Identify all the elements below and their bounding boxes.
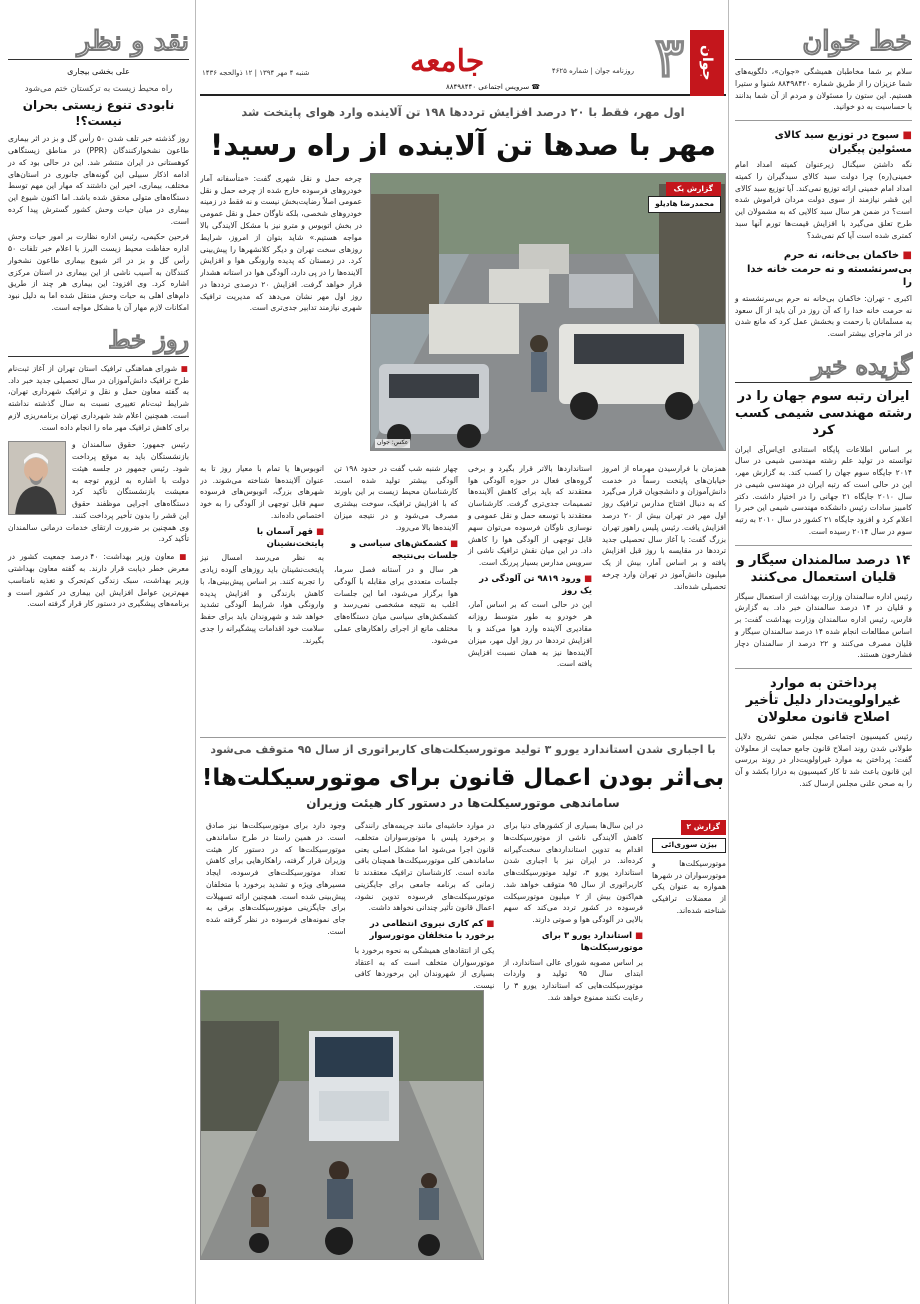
story2-supra: با اجباری شدن استاندارد یورو ۳ تولید موتورسیکلت‌های کاربراتوری از سال ۹۵ متوقف می‌شود: [210, 742, 716, 756]
page-number: ۳: [654, 25, 684, 89]
naqd-header: نقد و نظر: [77, 26, 189, 57]
lead-col2-text-b: این در حالی است که بر اساس آمار، هر خودرو به طور متوسط روزانه مقادیری آلاینده وارد هوا می‌کند و با افزایش ترددها در روز اول مهر، میزان آلاینده‌ها نیز به همان نسبت افزایش یافته است.: [468, 600, 592, 669]
story2-subtitle: ساماندهی موتورسیکلت‌ها در دستور کار هیئت وزیران: [306, 795, 620, 810]
story2: [200, 820, 726, 1260]
rooz-body-3: [8, 551, 189, 610]
news1-text: بر اساس اطلاعات پایگاه استنادی ای‌اس‌آی ایران توانسته در تولید علم رشته مهندسی شیمی در سال ۲۰۱۴ جایگاه سوم جهان را کسب کند. به گزارش مهر، این در حالی است که رتبه ایران در مهندسی شیمی در سال ۲۰۱۰ جایگاه ۲۱ جهانی را در اختیار داشت. دکتر کامبیز سادات رئیس دانشکده مهندسی شیمی این خبر را اعلام کرد و افزود جایگاه ۲۱ کشور در سال ۲۰۱۰ به رتبه سوم در سال ۲۰۱۴ رسیده است.: [735, 444, 913, 537]
author-tag: محمدرضا هادیلو: [648, 196, 721, 213]
rooz-header: روز خط: [108, 324, 189, 354]
news2-text: رئیس اداره سالمندان وزارت بهداشت از استعمال سیگار و قلیان در ۱۴ درصد سالمندان خبر داد. به گزارش فارس، رئیس اداره سالمندان وزارت بهداشت گفت: بر اساس مطالعات انجام شده ۱۴ درصد سالمندان سیگار و قلیان مصرف می‌کنند و ۲۲ درصد از سالمندان دچار فشارخون هستند.: [735, 591, 913, 660]
divider: [200, 737, 726, 738]
rooz-body-2: رئیس جمهور: حقوق سالمندان و بازنشستگان باید به موقع پرداخت شود. رئیس جمهور در جلسه هیئت دولت با اشاره به لزوم توجه به معیشت بازنشستگان تأکید کرد دستگاه‌های اجرایی موظفند حقوق این قشر را بدون تأخیر پرداخت کنند. وی همچنین بر ضرورت ارتقای خدمات درمانی سالمندان تأکید کرد.: [8, 440, 189, 544]
motorcycle-photo: [200, 990, 484, 1260]
column-body-1: روز گذشته خبر تلف شدن ۵۰ رأس گل و بز در اثر بیماری طاعون نشخوارکنندگان (PPR) در مناطق زیستگاهی کوهستانی در ایران منتشر شد. این در حالی بود که در ادامه اذکار سبیلی این گونه‌های جانوری در استان‌های مختلف، بیماری، اخیر این داشتند که مهار این مهم توسط دستگاه‌های متولی محقق شده باشد. اما اکنون شیوع این بیماری در میان حیات وحش کشور گسترش پیدا کرده است.: [8, 134, 189, 226]
lead-col2-subhead: ■ ورود ۹۸۱۹ تن آلودگی در یک روز: [468, 573, 592, 598]
photo-credit: عکس: جوان: [377, 439, 409, 447]
story2-col0-text: موتورسیکلت‌ها و موتورسواران در شهرها همواره به عنوان یکی از معضلات ترافیکی شناخته شده‌اند.: [652, 858, 726, 915]
story2-column-1: [503, 820, 643, 1260]
khatt-item-2-title: [735, 249, 912, 290]
khatt-intro: سلام بر شما مخاطبان همیشگی «جوان»، دلگویه‌های شما عزیزان را از طریق شماره ۸۸۴۹۸۴۲۰ شنوا و ستیرا هستیم. این ستون را مسئولان و مردم از آن شما بدانند با حساسیت به دو خوانید.: [735, 67, 912, 112]
lead-col3-text-b: هر سال و در آستانه فصل سرما، جلسات متعددی برای مقابله با آلودگی هوا برگزار می‌شود، اما این جلسات اغلب به نتیجه مشخصی نمی‌رسد و کشمکش‌های سیاسی میان دستگاه‌های مختلف مانع از اجرای راهکارهای عملی می‌شود.: [334, 565, 458, 645]
lead-column-a-text: چرخه حمل و نقل شهری گفت: «متأسفانه آمار خودروهای فرسوده خارج شده از چرخه حمل و نقل عمومی اصلاً رضایت‌بخش نیست و نه فقط در زمینه خودروهای شخصی، بلکه ناوگان حمل و نقل عمومی در بخش اتوبوس و مترو نیز با مشکل آلایندگی بالا مواجه هستیم.» شاید بتوان از امروز، شرایط روزهای سخت تهران و دیگر کلانشهرها را پیش‌بینی کرد. در زمستان که پدیده وارونگی هوا و افزایش آلاینده‌ها را در پی دارد، آلودگی هوا در استانه هشدار قرار خواهد گرفت. افزایش ۲۰ درصدی ترددها در روز اول مهر نشان می‌دهد که مدیریت ترافیک شهری نیازمند تدابیر جدی‌تری است.: [200, 173, 363, 313]
khatt-item-1-title-text: سبوح در توزیع سبد کالای مسئولین پیگیران: [774, 130, 912, 155]
lead-col2-text: استانداردها بالاتر قرار بگیرد و برخی گروه‌های فعال در حوزه آلودگی هوا معتقدند که باید برای کاهش آلاینده‌ها تصمیمات جدی‌تری گرفت. کارشناسان معتقدند با توسعه حمل و نقل عمومی و نوسازی ناوگان فرسوده می‌توان سهم قابل توجهی از آلودگی هوا را کاهش داد. در این میان نقش ترافیک ناشی از سرویس مدارس بسیار پررنگ است.: [468, 463, 592, 568]
section-rule: [8, 356, 189, 357]
section-name: جامعه: [410, 44, 485, 79]
khatt-item-2-title-text: خاکمان بی‌خانه، نه حرم بی‌سرنشسته و نه حرمت خانه خدا را: [746, 250, 912, 289]
lead-story: [200, 173, 726, 733]
story2-col2-text-b: یکی از انتقادهای همیشگی به نحوه برخورد با موتورسواران متخلف است که به اعتقاد بسیاری از شهروندان این برخوردها کافی نیست.: [354, 945, 495, 991]
column-title: نابودی تنوع زیستی بحران نیست؟!: [22, 97, 175, 129]
lead-column-1: [602, 463, 726, 713]
portrait-photo: [8, 441, 66, 515]
portrait-image: [8, 442, 65, 515]
divider: [735, 545, 912, 546]
paper-logo: جوان: [690, 30, 724, 96]
gozideh-header: گزیده خبر: [811, 350, 912, 380]
section-sub-text: سرویس اجتماعی ۸۸۴۹۸۴۴۰: [446, 83, 530, 91]
story2-col1-text: در این سال‌ها بسیاری از کشورهای دنیا برای کاهش آلایندگی ناشی از موتورسیکلت‌ها اقدام به تدوین استانداردهای سخت‌گیرانه کرده‌اند. در ایران نیز با اجباری شدن استاندارد یورو ۳، تولید موتورسیکلت‌های کاربراتوری از سال ۹۵ متوقف خواهد شد. هم‌اکنون بیش از ۲ میلیون موتورسیکلت فرسوده در کشور تردد می‌کند که سهم بالایی در آلودگی هوا و صوتی دارند.: [503, 821, 644, 925]
rooz-body-1-text: شورای هماهنگی ترافیک استان تهران از آغاز ثبت‌نام طرح ترافیک دانش‌آموزان در سال تحصیلی جدید خبر داد. به گفته معاون حمل و نقل و ترافیک شهرداری تهران، شرایط ثبت‌نام تغییری نسبت به سال گذشته نداشته است. همچنین اعلام شد شهرداری تهران برنامه‌ریزی لازم برای کاهش ترافیک مهر ماه را انجام داده است.: [8, 363, 189, 432]
lead-title: مهر با صدها تن آلاینده از راه رسید!: [210, 127, 716, 162]
khatt-item-1-text: نگه داشتن سیگنال زیرعنوان کمیته امداد امام خمینی(ره) چرا دولت سبد کالای سبدگیران را کمیته امداد امام خمینی ارائه توزیع نمی‌کند. آیا توزیع سبد کالای این قشر نیازمند از سوی دولت مردان فراموش شده است؟ در ضمن هر سال سبد کالایی که به مشمولان این طرح تعلق می‌گیرد با افزایش قیمت‌ها تورم آنها سبد کمتری شده است آیا کم نمی‌شد؟: [735, 160, 912, 240]
column-body-2: فرحین حکیمی، رئیس اداره نظارت بر امور حیات وحش اداره حفاظت محیط زیست البرز با اعلام خبر تلفات ۵۰ رأس گل و بز در اثر شیوع بیماری طاعون نشخوار کنندگان به آسیب ناشی از این بیماری در استان مرکزی اشاره کرد. وی افزود: این بیماری هر چند از طریق دام‌های اهلی به حیات وحش منتقل شده اما به دلیل نبود امکانات لازم مهار آن با مشکل مواجه است.: [8, 232, 189, 312]
traffic-photo: [370, 173, 726, 451]
report-tag: گزارش یک: [666, 182, 721, 197]
bullet-icon: ■: [902, 130, 912, 142]
story2-title: بی‌اثر بودن اعمال قانون برای موتورسیکلت‌ها!: [201, 764, 725, 791]
lead-supra: اول مهر، فقط با ۲۰ درصد افزایش ترددها ۱۹۸ تن آلاینده وارد هوای پایتخت شد: [241, 105, 685, 119]
bullet-icon: ■: [902, 250, 912, 262]
lead-columns: [200, 463, 726, 713]
divider: [735, 120, 912, 121]
rooz-item-with-photo: [8, 439, 189, 545]
lead-col4-text-b: به نظر می‌رسد امسال نیز پایتخت‌نشینان باید روزهای آلوده زیادی را تجربه کنند. بر اساس پیش‌بینی‌ها، با کاهش بارندگی و افزایش پدیده وارونگی هوا، شرایط آلودگی تشدید خواهد شد و شهروندان باید برای حفظ سلامت خود اقدامات پیشگیرانه را جدی بگیرند.: [200, 553, 324, 645]
lead-column-2: [468, 463, 592, 713]
masthead: [200, 0, 726, 96]
news3-text: رئیس کمیسیون اجتماعی مجلس ضمن تشریح دلایل طولانی شدن روند اصلاح قانون جامع حمایت از معلولان گفت: پرداختن به موارد غیراولویت‌دار در روند بررسی این قانون باعث شد تا کار کمیسیون به درازا بکشد و آن را به صحن علنی مجلس ارسال کند.: [735, 731, 912, 788]
lead-col3-text: چهار شنبه شب گفت در حدود ۱۹۸ تن آلودگی بیشتر تولید شده است. کارشناسان محیط زیست بر این باورند که با افزایش ترافیک، سوخت بیشتری مصرف می‌شود و در نتیجه میزان آلاینده‌ها بالا می‌رود.: [334, 463, 458, 532]
left-column: [0, 0, 196, 1304]
lead-column-4: [200, 463, 324, 713]
section-rule: [8, 59, 189, 60]
traffic-street-image: [370, 174, 725, 451]
news3-title: پرداختن به موارد غیراولویت‌دار دلیل تأخیر اصلاح قانون معلولان: [745, 676, 902, 725]
column-kicker: راه محیط زیست به ترکستان ختم می‌شود: [24, 83, 173, 94]
masthead-date: شنبه ۴ مهر ۱۳۹۴ | ۱۲ ذوالحجه ۱۴۳۶: [202, 69, 310, 77]
story2-col3-text: وجود دارد برای موتورسیکلت‌ها نیز صادق است. در همین راستا در طرح ساماندهی موتورسیکلت‌ها که در دستور کار هیئت وزیران قرار گرفته، راهکارهایی برای کاهش تعداد موتورسیکلت‌های فرسوده، ایجاد مسیرهای ویژه و تشدید برخورد با متخلفان پیش‌بینی شده است. همچنین ارائه تسهیلات برای جایگزینی موتورسیکلت‌های برقی به جای نمونه‌های فرسوده در نظر گرفته شده است.: [206, 821, 346, 936]
story2-col2-subhead: ■ کم کاری نیروی انتظامی در برخورد با متخلفان موتورسوار: [355, 918, 495, 943]
motorcycle-street-image: [200, 991, 483, 1260]
author-tag-2: بیژن سوری‌ائی: [652, 838, 726, 853]
section-rule: [735, 59, 912, 60]
lead-column-3: [334, 463, 458, 713]
lead-col1-text: همزمان با فرارسیدن مهرماه از امروز خیابان‌های پایتخت رسماً در خدمت دانش‌آموزان و دانشجویان قرار می‌گیرد که به دنبال افتتاح مدارس ترافیک روز اول مهر در تهران بیش از ۲۰ درصد افزایش یافت. رئیس پلیس راهور تهران بزرگ گفت: با آغاز سال تحصیلی جدید ترددها در مقایسه با روز قبل افزایش یافته و بر اساس آمار، بیش از یک میلیون دانش‌آموز در تهران وارد چرخه تحصیلی شده‌اند.: [602, 463, 726, 591]
news1-title: ایران رتبه سوم جهان را در رشته مهندسی شیمی کسب کرد: [735, 388, 912, 438]
main-column: [200, 0, 726, 1304]
divider: [735, 668, 912, 669]
rooz-body-3-text: معاون وزیر بهداشت: ۴۰ درصد جمعیت کشور در معرض خطر دیابت قرار دارند. به گفته معاون بهداشتی وزیر بهداشت، سبک زندگی کم‌تحرک و تغذیه نامناسب مهم‌ترین عوامل افزایش این بیماری در کشور است و برنامه‌های پیشگیری در دستور کار قرار گرفته است.: [8, 552, 189, 609]
section-rule: [735, 382, 912, 383]
khatt-header: خط خوان: [802, 26, 912, 57]
lead-column-a: [200, 173, 362, 453]
story2-col1-text-b: بر اساس مصوبه شورای عالی استاندارد، از ابتدای سال ۹۵ تولید و واردات موتورسیکلت‌هایی که استاندارد یورو ۳ را رعایت نکنند ممنوع خواهد شد.: [503, 957, 643, 1002]
story2-col2-text: در موارد حاشیه‌ای مانند جریمه‌های رانندگی و برخورد پلیس با موتورسواران متخلف، قانون اجرا می‌شود اما مشکل اصلی یعنی ساماندهی کلی موتورسیکلت‌ها همچنان باقی مانده است. کارشناسان ترافیک معتقدند تا زمانی که برنامه جامعی برای جایگزینی موتورسیکلت‌های فرسوده تدوین نشود، اعمال قانون تأثیر چندانی نخواهد داشت.: [354, 821, 495, 913]
right-column: [728, 0, 920, 1304]
bullet-icon: ■: [180, 363, 189, 373]
phone-icon: ☎: [531, 83, 541, 91]
rooz-body-1: [8, 363, 189, 434]
bullet-icon: ■: [179, 552, 189, 562]
lead-col3-subhead: ■ کشمکش‌های سیاسی و جلسات بی‌نتیجه: [334, 538, 458, 563]
story2-column-0: [652, 820, 726, 1260]
section-sub: [446, 82, 540, 92]
lead-col4-subhead: ■ قهر آسمان با پایتخت‌نشینان: [200, 526, 324, 551]
report-tag-2: گزارش ۲: [681, 820, 726, 835]
paper-info: روزنامه جوان | شماره ۴۶۲۵: [551, 67, 634, 75]
lead-col4-text: اتوبوس‌ها یا تمام با معیار روز تا به عنوان آلاینده‌ها شناخته می‌شوند. در شهرهای بزرگ، اتوبوس‌های فرسوده سهم قابل توجهی از آلودگی را به خود اختصاص داده‌اند.: [200, 463, 324, 520]
news2-title: ۱۴ درصد سالمندان سیگار و قلیان استعمال می‌کنند: [736, 552, 911, 585]
story2-col1-subhead: ■ استاندارد یورو ۳ برای موتورسیکلت‌ها: [503, 930, 643, 955]
khatt-item-2-text: اکبری - تهران: خاکمان بی‌خانه نه حرم بی‌سرنشسته و نه حرمت خانه خدا را که آن روز در آن باید از آل سعود به مسلمانان با رحمت و بخشش عمل کرد که مانع شدن در اثر ماجرای بیشتر است.: [735, 293, 912, 339]
khatt-item-1-title: [735, 129, 912, 156]
column-author: علی بخشی بیجاری: [67, 67, 130, 76]
